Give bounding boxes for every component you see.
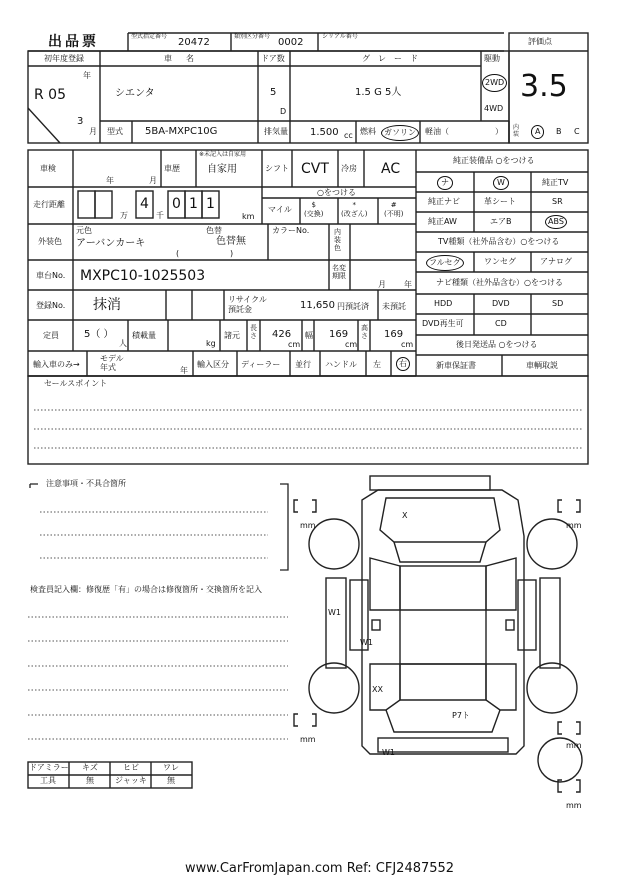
mileage-man-unit: 万 xyxy=(120,211,128,220)
damage-mark-rear-left: XX xyxy=(372,685,383,694)
first-reg-month: 3 xyxy=(77,116,84,127)
equip-genuine-aw: 純正AW xyxy=(428,217,457,226)
shift-label: シフト xyxy=(265,164,289,173)
reg-label: 登録No. xyxy=(36,301,66,310)
handle-left: 左 xyxy=(373,360,381,369)
navi-title: ナビ種類（社外品含む）○をつける xyxy=(436,278,563,287)
type-designation-value: 20472 xyxy=(178,37,210,48)
type-designation-label: 型式指定番号 xyxy=(131,33,168,40)
equip-sunroof: SR xyxy=(552,197,563,206)
equip-airbag: エアB xyxy=(490,217,512,226)
meter-unknown: # (不明) xyxy=(384,201,404,219)
fuel-paren-close: ） xyxy=(495,127,503,136)
original-color-label: 元色 xyxy=(76,226,92,235)
handle-right-circled: 右 xyxy=(396,357,410,371)
reg-value: 抹消 xyxy=(93,297,121,313)
equip-abs-circled: ABS xyxy=(545,215,567,229)
rating-value: 3.5 xyxy=(520,69,568,104)
exterior-color-label: 外装色 xyxy=(38,237,62,246)
load-label: 積載量 xyxy=(132,331,156,340)
color-no-label: カラーNo. xyxy=(272,226,310,235)
model-year-unit: 年 xyxy=(180,366,188,375)
damage-mark-rear-bumper: W1 xyxy=(382,748,395,757)
ac-label: 冷房 xyxy=(341,164,357,173)
acc-tools: 工具 xyxy=(40,776,56,785)
meter-exchange: $ (交換) xyxy=(304,201,324,219)
rating-label: 評価点 xyxy=(528,37,552,46)
capacity-value: 5（ ） xyxy=(84,329,114,340)
tv-oneseg: ワンセグ xyxy=(484,257,516,266)
rear-left-wheel xyxy=(309,663,359,713)
shaken-label: 車検 xyxy=(40,164,56,173)
equip-leather-seat: 革シート xyxy=(484,197,516,206)
recycle-label: リサイクル預託金 xyxy=(228,295,267,314)
damage-mark-left-panel: W1 xyxy=(360,638,373,647)
car-name: シエンタ xyxy=(115,88,155,99)
mm-spare: mm xyxy=(566,801,582,810)
doors-label: ドア数 xyxy=(261,54,285,63)
equip-navi-circled: ナ xyxy=(437,176,453,190)
import-class-label: 輸入区分 xyxy=(197,360,229,369)
recycle-value: 11,650 xyxy=(300,300,335,311)
tv-title: TV種類（社外品含む）○をつける xyxy=(438,237,560,246)
caution-label: 注意事項・不具合箇所 xyxy=(46,479,126,488)
mm-rear-right: mm xyxy=(566,741,582,750)
repaint-label: 色替 xyxy=(206,226,222,235)
damage-mark-rear: P7ト xyxy=(452,711,470,720)
interior-a-circled: A xyxy=(531,125,544,139)
length-unit: cm xyxy=(288,340,301,349)
equip-genuine-tv: 純正TV xyxy=(542,178,569,187)
capacity-unit: 人 xyxy=(119,339,127,348)
width-unit: cm xyxy=(345,340,358,349)
navi-sd: SD xyxy=(552,299,564,308)
rear-right-wheel xyxy=(527,663,577,713)
damage-mark-left-door: W1 xyxy=(328,608,341,617)
later-warranty: 新車保証書 xyxy=(436,361,476,370)
acc-jack-value: 無 xyxy=(167,776,175,785)
sales-point-label: セールスポイント xyxy=(44,379,108,388)
fuel-label: 燃料 xyxy=(360,127,376,136)
meter-modified: * (改ざん) xyxy=(341,201,368,219)
usage-label: 車歴 xyxy=(164,164,180,173)
front-left-wheel xyxy=(309,519,359,569)
height-unit: cm xyxy=(401,340,414,349)
acc-jack: ジャッキ xyxy=(115,776,147,785)
first-reg-label: 初年度登録 xyxy=(44,54,84,63)
footer-watermark: www.CarFromJapan.com Ref: CFJ2487552 xyxy=(185,861,455,876)
repaint-value: 色替無 xyxy=(216,236,246,247)
fuel-light-oil: 軽油（ xyxy=(425,127,449,136)
acc-tools-value: 無 xyxy=(86,776,94,785)
doors-value: 5 xyxy=(270,87,277,98)
serial-number-label: シリアル番号 xyxy=(322,33,358,40)
original-color-value: アーバンカーキ xyxy=(76,238,146,249)
meter-note: ○をつける xyxy=(317,188,356,197)
model-value: 5BA-MXPC10G xyxy=(145,126,218,137)
interior-label: 内装 xyxy=(513,124,520,138)
recycle-unpaid: 未預託 xyxy=(382,302,406,311)
mm-rear-left: mm xyxy=(300,735,316,744)
repaint-paren: ( ) xyxy=(176,249,234,258)
length-value: 426 xyxy=(272,329,292,340)
capacity-label: 定員 xyxy=(43,331,59,340)
first-reg-month-unit: 月 xyxy=(89,127,97,136)
interior-color-label: 内装色 xyxy=(334,228,341,253)
handle-label: ハンドル xyxy=(325,360,357,369)
front-bumper-outline xyxy=(370,476,490,490)
equip-aw-circled: W xyxy=(493,176,509,190)
acc-door-mirror: ドアミラー xyxy=(29,763,69,772)
shaken-month-unit: 月 xyxy=(149,176,157,185)
width-value: 169 xyxy=(329,329,349,340)
interior-b: B xyxy=(556,127,562,136)
load-unit: kg xyxy=(206,339,216,348)
doors-suffix: D xyxy=(280,107,287,116)
mileage-digit-3: 4 xyxy=(140,196,149,212)
model-label: 型式 xyxy=(107,127,123,136)
width-label: 幅 xyxy=(305,331,313,340)
mileage-digit-5: 1 xyxy=(189,196,198,212)
mileage-label: 走行距離 xyxy=(33,200,65,209)
acc-break: ワレ xyxy=(163,763,179,772)
drive-label: 駆動 xyxy=(484,54,500,63)
acc-crack: ヒビ xyxy=(123,763,139,772)
grade-label: グレード xyxy=(362,54,426,63)
interior-c: C xyxy=(574,127,580,136)
height-value: 169 xyxy=(384,329,404,340)
recycle-unit: 円預託済 xyxy=(337,302,369,311)
sheet-title: 出品票 xyxy=(48,34,99,50)
displacement-label: 排気量 xyxy=(264,127,288,136)
mileage-digit-6: 1 xyxy=(206,196,215,212)
mm-front-left: mm xyxy=(300,521,316,530)
mileage-sen-unit: 千 xyxy=(156,211,164,220)
dims-label: 諸元 xyxy=(224,331,240,340)
import-parallel: 並行 xyxy=(295,360,311,369)
tv-analog: アナログ xyxy=(540,257,572,266)
chassis-value: MXPC10-1025503 xyxy=(80,268,206,284)
grade-value: 1.5 G 5人 xyxy=(355,87,402,98)
drive-4wd: 4WD xyxy=(484,104,504,113)
later-title: 後日発送品 ○をつける xyxy=(456,340,538,349)
displacement-unit: cc xyxy=(344,131,353,140)
displacement-value: 1.500 xyxy=(310,127,339,138)
model-year-label: モデル年式 xyxy=(100,354,124,373)
later-manual: 車輌取説 xyxy=(526,361,558,370)
name-change-day-unit: 年 xyxy=(404,280,412,289)
shaken-year-unit: 年 xyxy=(106,176,114,185)
car-name-label: 車名 xyxy=(164,54,208,63)
usage-value: 自家用 xyxy=(207,164,237,175)
tv-fullseg-circled: フルセグ xyxy=(426,255,464,271)
shift-value: CVT xyxy=(301,161,329,177)
equip-genuine-navi: 純正ナビ xyxy=(428,197,460,206)
navi-dvd-play: DVD再生可 xyxy=(422,319,464,328)
navi-dvd: DVD xyxy=(492,299,510,308)
mileage-km-unit: km xyxy=(242,212,255,221)
height-label: 高さ xyxy=(361,324,368,341)
class-number-value: 0002 xyxy=(278,37,304,48)
fuel-gasoline-circled: ガソリン xyxy=(381,125,419,141)
navi-hdd: HDD xyxy=(434,299,453,308)
inspector-label: 検査員記入欄：修復歴「有」の場合は修復箇所・交換箇所を記入 xyxy=(30,585,262,594)
genuine-title: 純正装備品 ○をつける xyxy=(453,156,535,165)
ac-value: AC xyxy=(381,161,401,177)
mileage-digit-4: 0 xyxy=(172,196,181,212)
first-reg-year-unit: 年 xyxy=(83,71,91,80)
mm-front-right: mm xyxy=(566,521,582,530)
import-dealer: ディーラー xyxy=(241,360,281,369)
damage-mark-front: X xyxy=(402,511,408,520)
usage-note: ※未記入は自家用 xyxy=(199,151,247,158)
meter-mile: マイル xyxy=(268,205,292,214)
first-reg-year: R 05 xyxy=(34,87,66,103)
name-change-month-unit: 月 xyxy=(378,280,386,289)
car-damage-diagram xyxy=(290,470,600,810)
length-label: 長さ xyxy=(250,324,257,341)
import-label: 輸入車のみ→ xyxy=(33,360,80,369)
acc-scratch: キズ xyxy=(82,763,98,772)
chassis-label: 車台No. xyxy=(36,271,66,280)
name-change-label: 名変期限 xyxy=(332,264,346,281)
class-number-label: 類別区分番号 xyxy=(234,33,271,40)
navi-cd: CD xyxy=(495,319,507,328)
drive-2wd-circled: 2WD xyxy=(482,74,507,92)
